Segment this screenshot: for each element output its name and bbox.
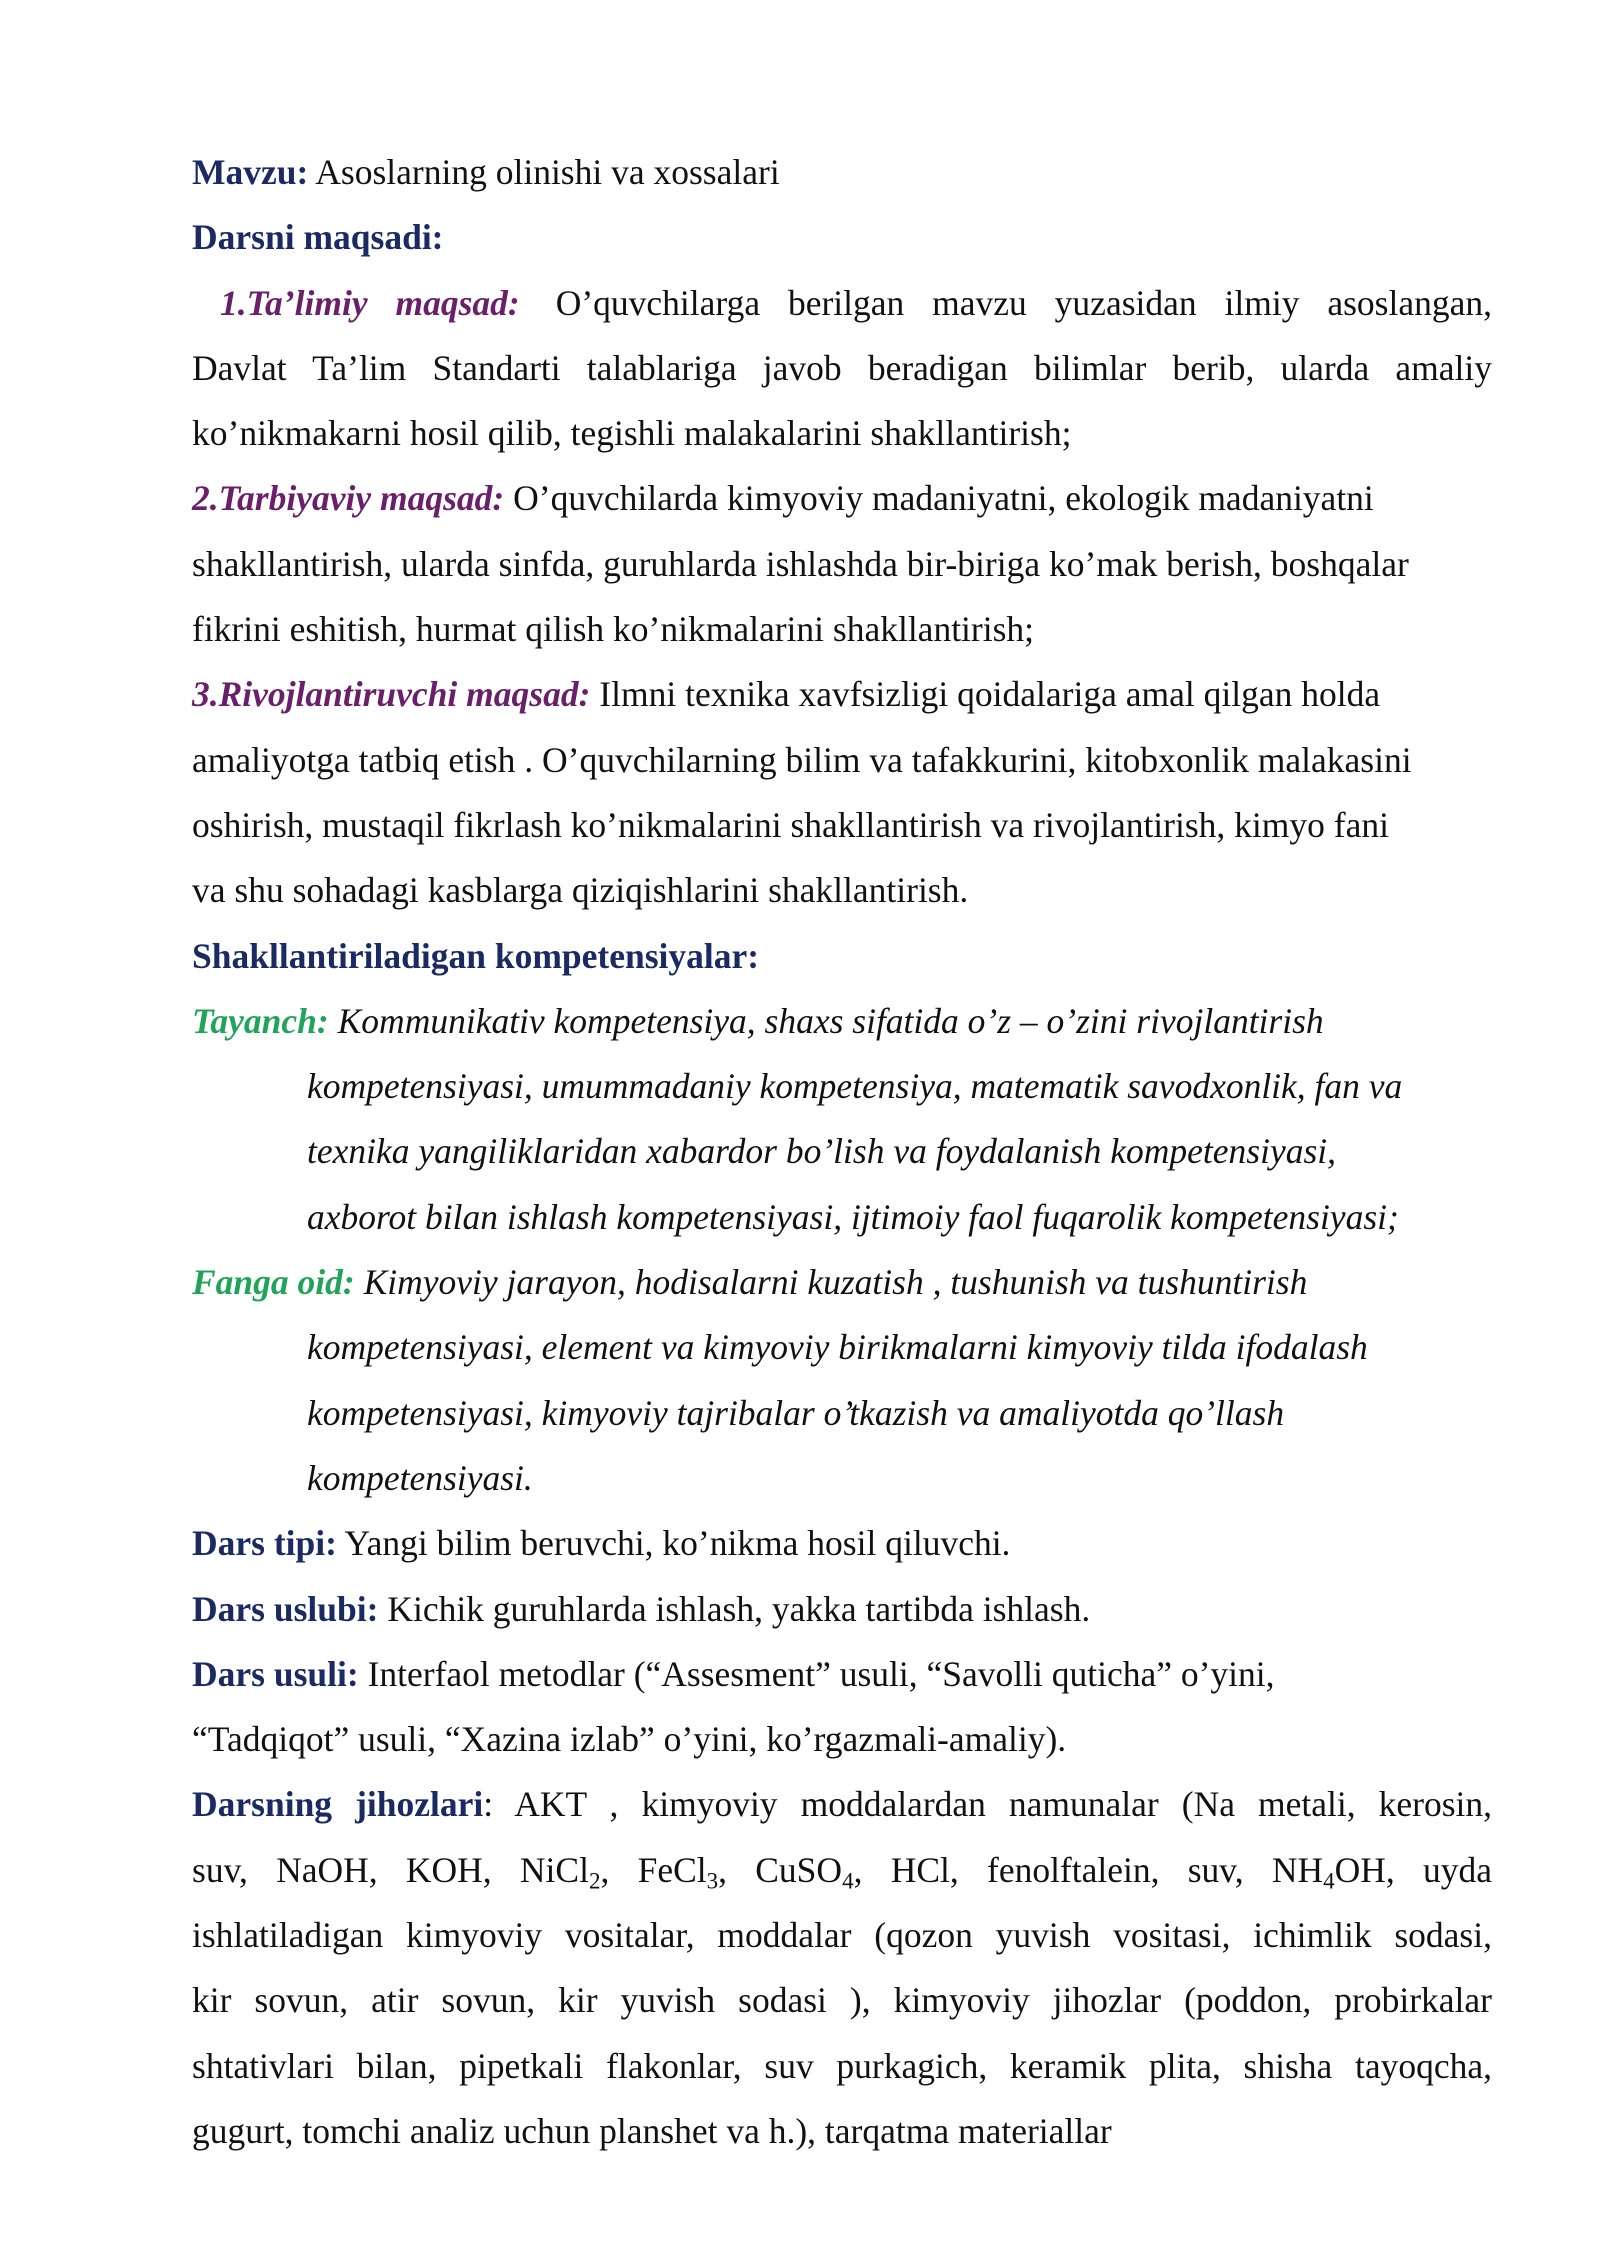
- subject-line-3: kompetensiyasi, kimyoviy tajribalar o’tkazish va amaliyotda qo’llash: [307, 1392, 1285, 1433]
- lesson-type-line: Dars tipi: Yangi bilim beruvchi, ko’nikma hosil qiluvchi.: [192, 1523, 1011, 1564]
- goal-3-line-2: amaliyotga tatbiq etish . O’quvchilarning bilim va tafakkurini, kitobxonlik malakasini: [192, 739, 1412, 780]
- goal-2-paragraph: [192, 466, 1492, 662]
- core-line-4: axborot bilan ishlash kompetensiyasi, ijtimoiy faol fuqarolik kompetensiyasi;: [307, 1196, 1399, 1237]
- topic-text: Asoslarning olinishi va xossalari: [315, 152, 780, 192]
- subject-line-4: kompetensiyasi.: [307, 1457, 533, 1498]
- goal-2-line-3: fikrini eshitish, hurmat qilish ko’nikmalarini shakllantirish;: [192, 609, 1035, 650]
- competencies-heading: Shakllantiriladigan kompetensiyalar:: [192, 935, 760, 976]
- goal-2-label: 2.Tarbiyaviy maqsad:: [192, 478, 505, 519]
- topic-line: [192, 140, 1492, 205]
- core-competencies: [192, 989, 1492, 1250]
- equipment-label: Darsning jihozlari: [192, 1784, 484, 1825]
- equipment-line-4: kir sovun, atir sovun, kir yuvish sodasi ), kimyoviy jihozlar (poddon, probirkalar: [192, 1980, 1492, 2021]
- goal-3-label: 3.Rivojlantiruvchi maqsad:: [192, 674, 591, 715]
- lesson-style-label: Dars uslubi:: [192, 1588, 379, 1629]
- core-label: Tayanch:: [192, 1000, 329, 1041]
- goal-1-paragraph: [192, 271, 1492, 467]
- equipment-line-2: suv, NaOH, KOH, NiCl$_2$, FeCl$_3$, CuSO$_4$, HCl, fenolftalein, suv, $NH_4OH$, uyda: [192, 1849, 1493, 1894]
- goal-1-line-3: ko’nikmakarni hosil qilib, tegishli malakalarini shakllantirish;: [192, 413, 1072, 454]
- equipment-line-6: gugurt, tomchi analiz uchun planshet va h.), tarqatma materiallar: [192, 2110, 1112, 2151]
- goal-1-line-1: 1.Ta’limiy maqsad: O’quvchilarga berilgan mavzu yuzasidan ilmiy asoslangan,: [220, 282, 1492, 323]
- goal-3-line-4: va shu sohadagi kasblarga qiziqishlarini shakllantirish.: [192, 870, 969, 911]
- goal-2-line-2: shakllantirish, ularda sinfda, guruhlarda ishlashda bir-biriga ko’mak berish, boshqalar: [192, 543, 1409, 584]
- lesson-type-label: Dars tipi:: [192, 1523, 337, 1564]
- goal-3-line-1: 3.Rivojlantiruvchi maqsad: Ilmni texnika xavfsizligi qoidalariga amal qilgan holda: [192, 674, 1381, 715]
- core-line-2: kompetensiyasi, umummadaniy kompetensiya, matematik savodxonlik, fan va: [307, 1066, 1403, 1107]
- goals-heading: Darsni maqsadi:: [192, 217, 444, 258]
- equipment-paragraph: [192, 1772, 1492, 2164]
- subject-line-1: Fanga oid: Kimyoviy jarayon, hodisalarni kuzatish , tushunish va tushuntirish: [192, 1262, 1308, 1303]
- goal-2-line-1: 2.Tarbiyaviy maqsad: O’quvchilarda kimyoviy madaniyatni, ekologik madaniyatni: [192, 478, 1374, 519]
- lesson-method-paragraph: [192, 1642, 1492, 1773]
- goal-1-label: 1.Ta’limiy maqsad:: [220, 282, 520, 323]
- lesson-style-line: Dars uslubi: Kichik guruhlarda ishlash, yakka tartibda ishlash.: [192, 1588, 1091, 1629]
- subject-line-2: kompetensiyasi, element va kimyoviy birikmalarni kimyoviy tilda ifodalash: [307, 1327, 1368, 1368]
- lesson-method-label: Dars usuli:: [192, 1653, 359, 1694]
- document-page: [192, 140, 1492, 2164]
- lesson-method-line-1: Dars usuli: Interfaol metodlar (“Assesment” usuli, “Savolli quticha” o’yini,: [192, 1653, 1275, 1694]
- lesson-method-line-2: “Tadqiqot” usuli, “Xazina izlab” o’yini, ko’rgazmali-amaliy).: [192, 1719, 1067, 1760]
- equipment-line-3: ishlatiladigan kimyoviy vositalar, moddalar (qozon yuvish vositasi, ichimlik sodasi,: [192, 1915, 1492, 1956]
- goal-1-line-2: Davlat Ta’lim Standarti talablariga javob beradigan bilimlar berib, ularda amaliy: [192, 347, 1492, 388]
- goal-3-paragraph: [192, 662, 1492, 923]
- equipment-line-1: Darsning jihozlari: AKT , kimyoviy moddalardan namunalar (Na metali, kerosin,: [192, 1784, 1493, 1825]
- equipment-line-5: shtativlari bilan, pipetkali flakonlar, suv purkagich, keramik plita, shisha tayoqcha,: [192, 2045, 1492, 2086]
- subject-competencies: [192, 1250, 1492, 1511]
- core-line-3: texnika yangiliklaridan xabardor bo’lish va foydalanish kompetensiyasi,: [307, 1131, 1336, 1172]
- subject-label: Fanga oid:: [192, 1262, 355, 1303]
- core-line-1: Tayanch: Kommunikativ kompetensiya, shaxs sifatida o’z – o’zini rivojlantirish: [192, 1000, 1324, 1041]
- topic-label: Mavzu:: [192, 152, 309, 192]
- goal-3-line-3: oshirish, mustaqil fikrlash ko’nikmalarini shakllantirish va rivojlantirish, kimyo fani: [192, 804, 1389, 845]
